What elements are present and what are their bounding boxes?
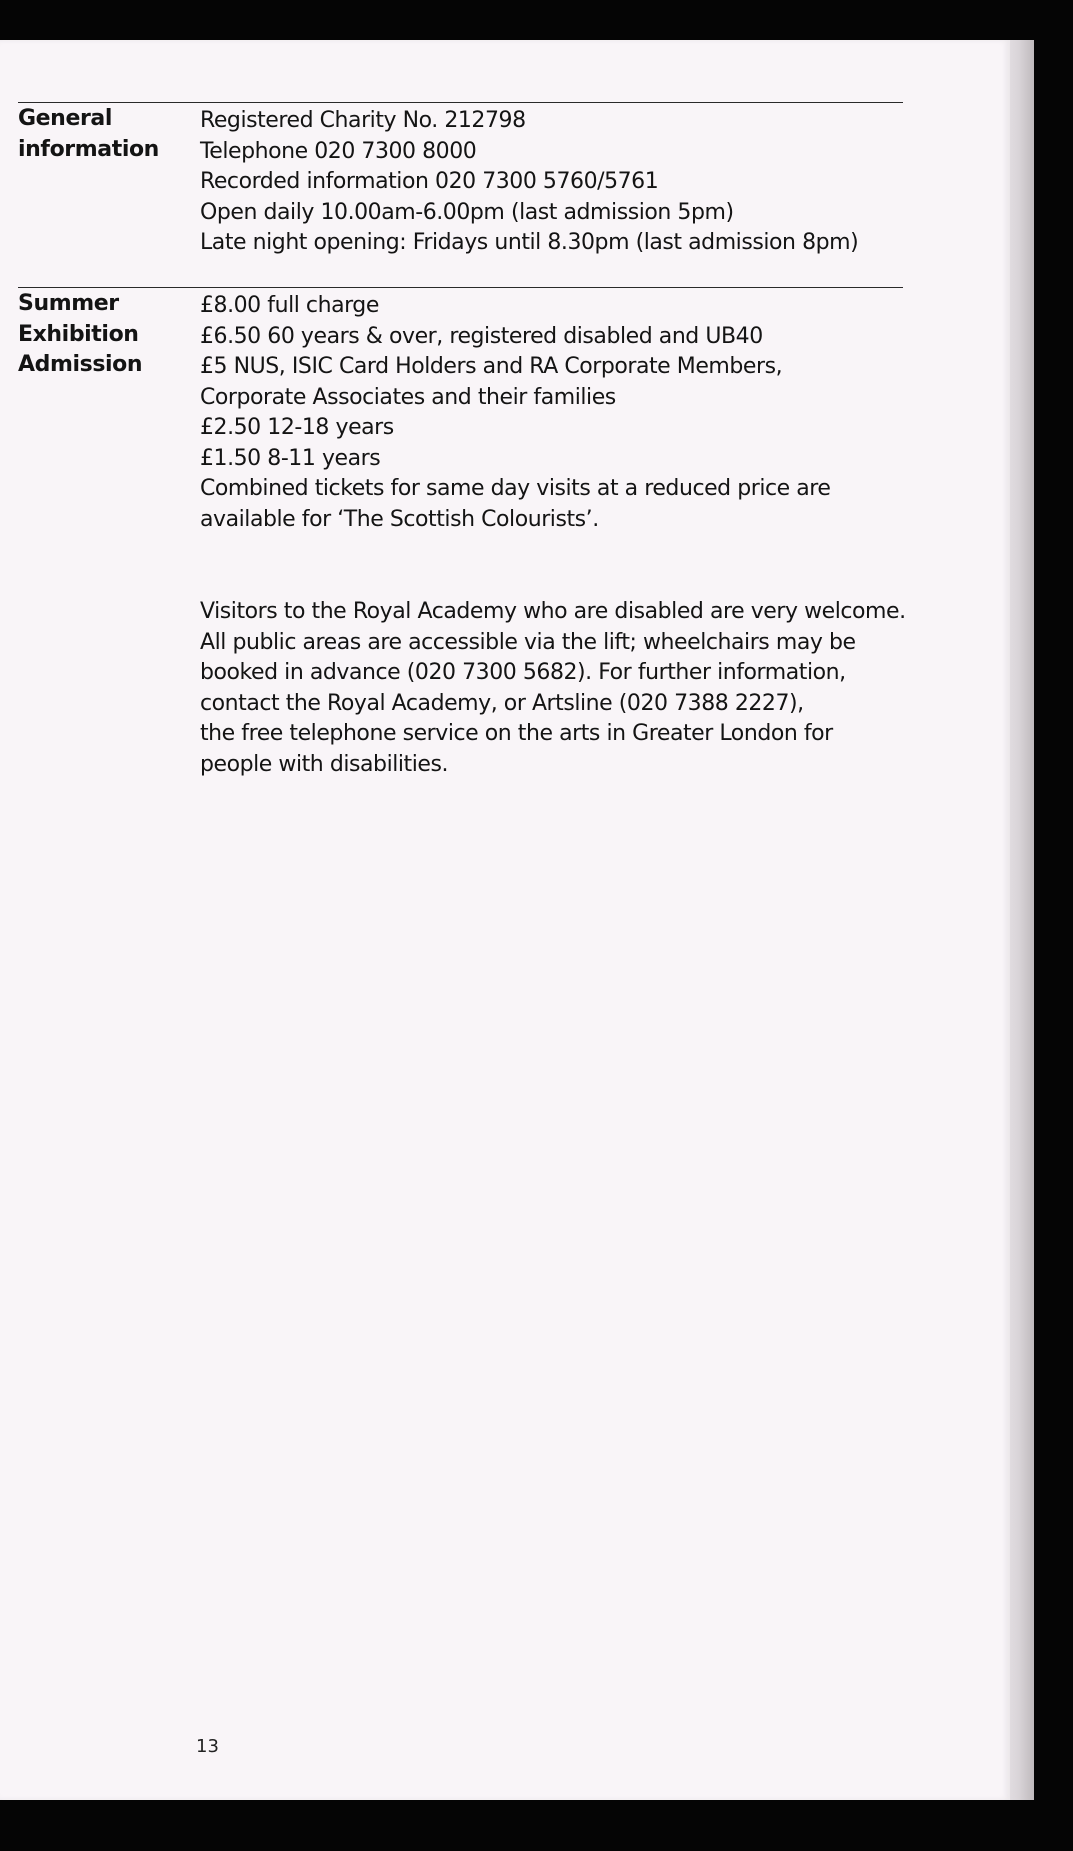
accessibility-paragraph [200,597,906,780]
late-night-opening: Late night opening: Fridays until 8.30pm (last admission 8pm) [200,230,859,255]
combined-tickets-cont: available for ‘The Scottish Colourists’. [200,506,599,532]
price-students-members-cont: Corporate Associates and their families [200,384,616,410]
price-12-18: £2.50 12-18 years [200,415,394,440]
recorded-information: Recorded information 020 7300 5760/5761 [200,169,659,194]
page-number: 13 [196,1736,219,1757]
general-information-text [200,106,900,259]
section-divider-general [18,102,903,103]
telephone: Telephone 020 7300 8000 [200,138,477,164]
access-line: booked in advance (020 7300 5682). For further information, [200,660,846,685]
heading-line: Summer [18,291,119,316]
charity-number: Registered Charity No. 212798 [200,108,526,133]
heading-line: information [18,136,159,162]
heading-line: Exhibition [18,321,139,347]
document-page [0,40,1010,1800]
general-information-heading [18,104,188,165]
summer-exhibition-admission-heading [18,289,188,381]
section-divider-admission [18,287,903,288]
heading-line: General [18,106,112,131]
access-line: contact the Royal Academy, or Artsline (020 7388 2227), [200,690,804,716]
combined-tickets: Combined tickets for same day visits at a reduced price are [200,476,831,501]
access-line: people with disabilities. [200,751,449,777]
price-students-members: £5 NUS, ISIC Card Holders and RA Corporate Members, [200,354,783,379]
admission-prices [200,291,900,535]
access-line: Visitors to the Royal Academy who are disabled are very welcome. [200,599,906,624]
price-concession: £6.50 60 years & over, registered disabled and UB40 [200,323,763,349]
access-line: the free telephone service on the arts in Greater London for [200,721,833,746]
heading-line: Admission [18,352,143,377]
price-full-charge: £8.00 full charge [200,293,379,318]
price-8-11: £1.50 8-11 years [200,445,381,471]
opening-hours: Open daily 10.00am-6.00pm (last admission 5pm) [200,199,734,225]
access-line: All public areas are accessible via the lift; wheelchairs may be [200,629,856,655]
